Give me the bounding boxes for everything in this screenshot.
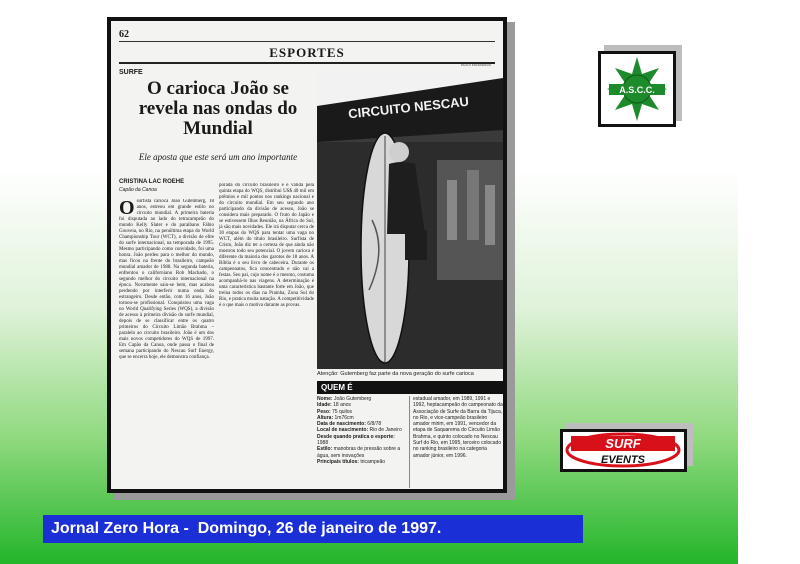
photo-credit: PAULO FRANKEN/ZH (461, 63, 491, 67)
fact-row: Principais títulos: tricampeão (317, 458, 386, 465)
article-subhead: Ele aposta que este será um ano importante (138, 152, 298, 162)
profile-box-title: QUEM É (317, 381, 503, 394)
article-byline: CRISTINA LAC ROEHE (119, 179, 185, 185)
section-rule (119, 41, 495, 42)
profile-facts (317, 396, 405, 488)
surf-events-line2: EVENTS (600, 454, 646, 466)
article-column-2: porada do circuito brasileiro e é válida pela quinta etapa do WQS, distribui US$ 40 mil em prêmios e mil pontos nos rankings nacional e do circuito mundial. Em seu segundo ano participando da divisão de acesso, João se considera mais preparado. O fruto do Japão e se estivessem Ilhas Reunião, na África do Sul, já são mais novidades. Ele irá disputar cerca de 30 etapas do WQS para tentar uma vaga no WCT, além do título brasileiro. Surfista de Cristo, João diz ter a certeza de que ainda não mostrou todo seu potencial. O jovem carioca é diferente da maioria dos garotos de 18 anos. A Bíblia é o seu livro de cabeceira. Durante os campeonatos, fica concentrado e não vai a festas. Seu pai, cujo nome é o mesmo, costuma acompanhá-lo nas viagens. A determinação é uma característica bastante forte em João, que treina todos os dias na Prainha, Zona Sul do Rio, e pratica muita natação. A competitividade é o que mais o motiva durante as provas. (219, 183, 314, 308)
fact-row: Idade: 18 anos (317, 402, 351, 409)
column-1-text: surfista carioca João Gutemberg, 18 anos, estreou em grande estilo no circuito mundial. A primeira bateria foi disputada ao lado do tetracampeão do mundo Kelly Slater e do paraibano Fábio Gouveia, no Rio, na penúltima etapa do World Championship Tour (WCT), a divisão de elite do surfe internacional, na temporada de 1995. Mesmo participando como convidado, foi uma honra. João perdeu para o melhor do mundo, mas ficou na frente do brasileiro, campeão mundial amador de 1988. Na segunda bateria, enfrentou o californiano Rob Machado, o segundo melhor do circuito internacional na época. Novamente saiu-se bem, mas acabou perdendo por interferir numa onda do estrangeiro. Desde então, com 16 anos, João tornou-se profissional. Conquistou uma vaga no World Qualifying Series (WQS), a divisão de acesso à primeira divisão do surfe mundial, depois de se classificar entre os quatro primeiros do Circuito Limão Brahma – paralelo ao circuito brasileiro. João é um dos mais novos competidores do WQS de 1997. Em Capão da Canoa, onde passa o final de semana participando do Nescau Surf Energy, que se encerra hoje, ele demonstra confiança. (119, 199, 214, 360)
section-title: ESPORTES (269, 45, 345, 60)
fact-row: Desde quando pratica o esporte: 1988 (317, 433, 395, 447)
footer-caption: Jornal Zero Hora - Domingo, 26 de janeiro de 1997. (43, 515, 583, 543)
surf-events-logo (560, 429, 687, 472)
newspaper-clipping (107, 17, 507, 493)
fact-row: Estilo: manobras de pressão sobre a água, sem inovações (317, 446, 401, 459)
surf-events-line1: SURF (605, 436, 641, 451)
fact-row: Data de nascimento: 6/8/78 (317, 421, 382, 428)
fact-row: Nome: João Gutemberg (317, 396, 372, 402)
ascc-logo (598, 51, 676, 127)
page-number: 62 (119, 29, 129, 40)
drop-cap: O (119, 199, 135, 219)
ascc-emblem-icon (601, 54, 673, 124)
photo-caption: Atenção: Gutemberg faz parte da nova geração do surfe carioca (317, 371, 474, 377)
ascc-text: A.S.C.C. (619, 85, 655, 95)
fact-row: Peso: 75 quilos (317, 408, 353, 415)
fact-row: Local de nascimento: Rio de Janeiro (317, 427, 402, 434)
section-rule-bottom (119, 62, 495, 64)
article-headline: O carioca João se revela nas ondas do Mundial (138, 78, 298, 139)
fact-row: Altura: 1m76cm (317, 414, 354, 421)
article-kicker: SURFE (119, 69, 143, 76)
banner-text: CIRCUITO NESCAU (347, 93, 470, 122)
surf-events-emblem-icon (563, 432, 684, 469)
surfer-photo (317, 70, 503, 369)
profile-titles-text: estadual amador, em 1989, 1991 e 1992, heptacampeão do campeonato da Associação de Surfe da Barra da Tijuca, no Rio, e vice-campeão brasileiro amador mirim, em 1991, vencedor da etapa de Saquarema do Circuito Limão Brahma, e quinto colocado no Nescau Surf do Rio, em 1995, terceiro colocado no ranking brasileiro na categoria amador júnior, em 1996. (409, 396, 503, 488)
surfer-photo-illustration (317, 70, 503, 369)
article-location: Capão da Canoa (119, 187, 157, 193)
article-column-1 (119, 199, 214, 489)
